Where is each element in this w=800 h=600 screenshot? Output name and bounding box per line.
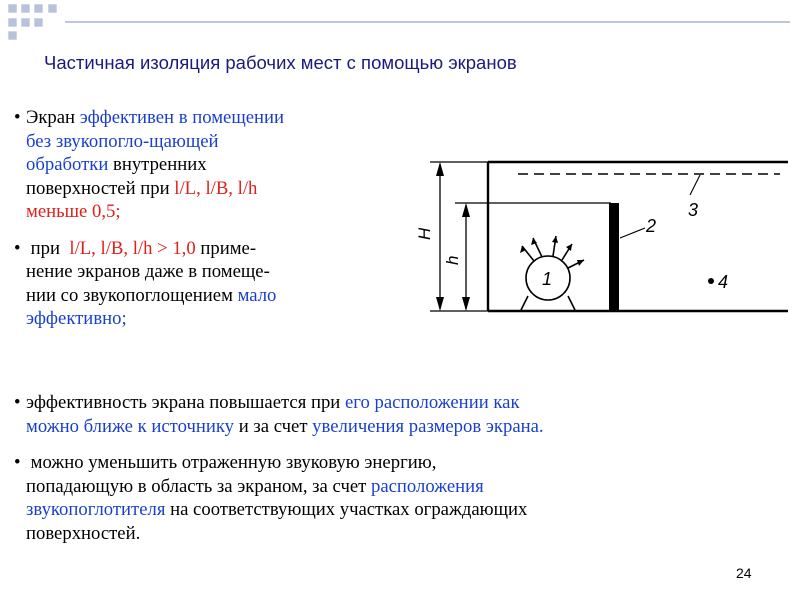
measurement-point-dot (708, 278, 714, 284)
bullet-line: попадающую в область за экраном, за счет расположения (26, 475, 484, 497)
bullet-block-bottom (14, 391, 794, 545)
ray-arrowhead (520, 246, 526, 253)
bullet-line: можно уменьшить отраженную звуковую энергию, (26, 452, 437, 473)
bullet-dot: • (14, 237, 21, 259)
bullet-line: эффективно; (26, 308, 127, 329)
label-absorber: 3 (688, 200, 699, 220)
bullet-line: обработки внутренних (26, 154, 207, 175)
bullet-line: при l/L, l/B, l/h > 1,0 приме- (26, 237, 257, 259)
bullet-line: без звукопогло-щающей (26, 130, 219, 152)
deco-square (8, 31, 17, 40)
arrowhead (462, 203, 470, 217)
corner-decoration (0, 0, 800, 60)
bullet-item (14, 237, 424, 331)
bullet-dot: • (14, 392, 21, 413)
deco-square (21, 18, 30, 27)
label-source: 1 (542, 269, 553, 289)
label-h: h (443, 255, 462, 265)
bullet-line: звукопоглотителя на соответствующих участках ограждающих (26, 499, 528, 520)
bullet-line: нии со звукопоглощением мало (26, 284, 277, 306)
deco-square (48, 4, 57, 13)
bullet-line: меньше 0,5; (26, 201, 121, 222)
deco-square (8, 4, 17, 13)
bullet-item (14, 451, 794, 545)
leader-line-2 (620, 228, 645, 238)
arrowhead (436, 162, 444, 176)
label-screen: 2 (646, 216, 657, 236)
bullet-line: эффективность экрана повышается при его расположении как (26, 392, 520, 413)
screen-panel (609, 203, 619, 310)
deco-square (8, 18, 17, 27)
page-number: 24 (736, 565, 752, 581)
ray-arrowhead (552, 236, 558, 243)
bullet-block-left (14, 106, 424, 331)
bullet-line: поверхностей. (26, 522, 141, 544)
bullet-dot: • (14, 452, 21, 473)
deco-square (34, 18, 43, 27)
slide-title: Частичная изоляция рабочих мест с помощью экранов (44, 52, 517, 73)
label-H: H (415, 227, 434, 240)
leader-line-3 (690, 175, 700, 195)
bullet-line: поверхностей при l/L, l/B, l/h (26, 177, 258, 199)
bullet-line: можно ближе к источнику и за счет увеличения размеров экрана. (26, 415, 544, 437)
deco-square (21, 4, 30, 13)
ray-arrowhead (577, 260, 584, 266)
label-point: 4 (718, 272, 729, 292)
bullet-item (14, 391, 794, 438)
arrowhead (436, 297, 444, 311)
arrowhead (462, 297, 470, 311)
bullet-line: нение экранов даже в помеще- (26, 261, 270, 282)
bullet-dot: • (14, 107, 21, 128)
source-legs (521, 296, 575, 310)
deco-square (34, 4, 43, 13)
room-screen-diagram (400, 150, 790, 320)
bullet-line: Экран эффективен в помещении (26, 107, 285, 128)
bullet-item (14, 106, 424, 224)
